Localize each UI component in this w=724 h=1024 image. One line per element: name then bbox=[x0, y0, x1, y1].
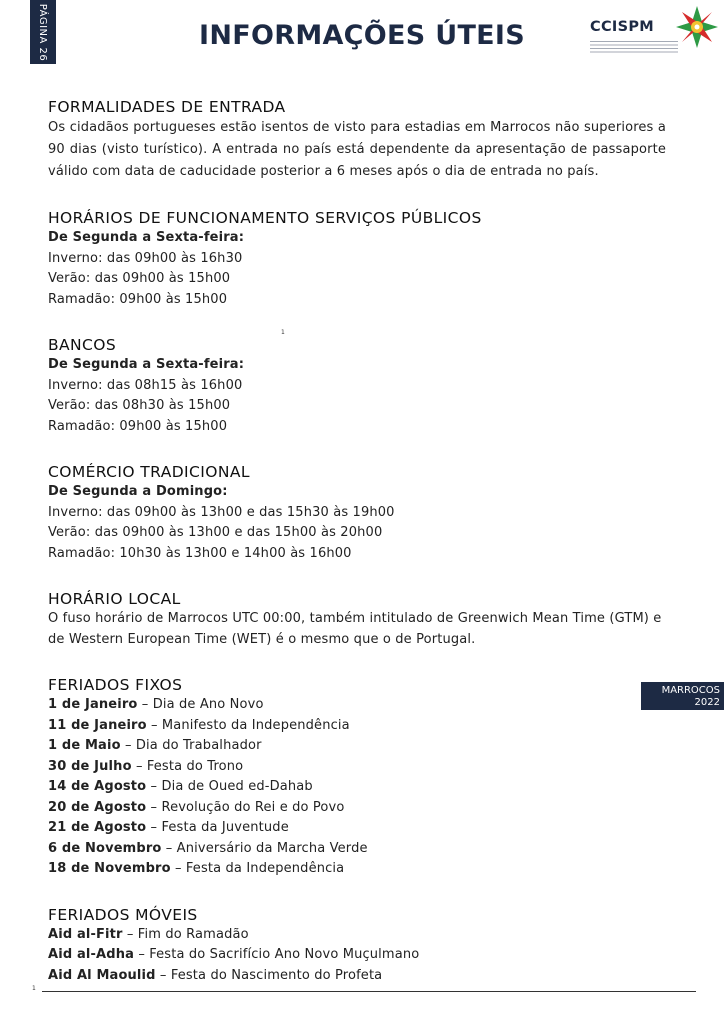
footnote-marker: 1 bbox=[32, 985, 36, 992]
logo-text: CCISPM bbox=[590, 19, 654, 35]
holiday-name: – Dia de Ano Novo bbox=[137, 697, 264, 712]
holiday-date: 1 de Maio bbox=[48, 738, 121, 753]
section-local-time bbox=[48, 589, 666, 650]
schedule-line: Ramadão: 09h00 às 15h00 bbox=[48, 418, 228, 434]
schedule-days: De Segunda a Sexta-feira: bbox=[48, 357, 245, 372]
holiday-name: – Festa da Juventude bbox=[146, 820, 289, 835]
holiday-date: 11 de Janeiro bbox=[48, 717, 147, 733]
section-traditional-commerce bbox=[48, 462, 666, 564]
footer-divider bbox=[42, 991, 696, 992]
badge-year: 2022 bbox=[694, 697, 720, 708]
schedule-line: Ramadão: 10h30 às 13h00 e 14h00 às 16h00 bbox=[48, 545, 352, 561]
holiday-item bbox=[48, 966, 666, 987]
section-paragraph: O fuso horário de Marrocos UTC 00:00, também intitulado de Greenwich Mean Time (GTM) e de Western European Time (WET) é o mesmo que o de Portugal. bbox=[48, 611, 662, 647]
holiday-date: 21 de Agosto bbox=[48, 820, 147, 835]
section-paragraph: Os cidadãos portugueses estão isentos de visto para estadias em Marrocos não superiores a 90 dias (visto turístico). A entrada no país está dependente da apresentação de passaporte válido com data de caducidade posterior a 6 meses após o dia de entrada no país. bbox=[48, 120, 666, 179]
schedule-line: Inverno: das 09h00 às 16h30 bbox=[48, 250, 243, 266]
section-heading: HORÁRIOS DE FUNCIONAMENTO SERVIÇOS PÚBLICOS bbox=[48, 209, 482, 227]
holiday-name: – Manifesto da Independência bbox=[146, 717, 350, 733]
holiday-item bbox=[48, 736, 666, 757]
page-title: INFORMAÇÕES ÚTEIS bbox=[198, 20, 526, 51]
holiday-date: 1 de Janeiro bbox=[48, 697, 138, 712]
schedule-days: De Segunda a Domingo: bbox=[48, 484, 228, 499]
holiday-date: Aid Al Maoulid bbox=[48, 967, 156, 983]
schedule-line: Ramadão: 09h00 às 15h00 bbox=[48, 291, 228, 307]
footnote-marker: 1 bbox=[281, 329, 285, 336]
holiday-date: 14 de Agosto bbox=[48, 779, 147, 794]
holiday-date: 20 de Agosto bbox=[48, 799, 147, 815]
holiday-item bbox=[48, 716, 666, 737]
logo-subtitle-lines bbox=[590, 41, 678, 55]
holiday-name: – Fim do Ramadão bbox=[122, 926, 249, 942]
section-banks bbox=[48, 335, 666, 437]
section-fixed-holidays bbox=[48, 675, 666, 880]
holiday-item bbox=[48, 757, 666, 778]
holiday-name: – Revolução do Rei e do Povo bbox=[146, 799, 345, 815]
schedule-line: Verão: das 09h00 às 13h00 e das 15h00 às 20h00 bbox=[48, 525, 383, 540]
schedule-line: Inverno: das 08h15 às 16h00 bbox=[48, 377, 243, 393]
section-heading: HORÁRIO LOCAL bbox=[48, 590, 181, 608]
holiday-date: Aid al-Adha bbox=[48, 947, 135, 962]
schedule-line: Verão: das 09h00 às 15h00 bbox=[48, 271, 231, 286]
holiday-item bbox=[48, 945, 666, 966]
holiday-item bbox=[48, 925, 666, 946]
holiday-date: 6 de Novembro bbox=[48, 840, 162, 856]
holiday-name: – Festa do Nascimento do Profeta bbox=[155, 967, 383, 983]
section-heading: FERIADOS MÓVEIS bbox=[48, 905, 198, 924]
holiday-item bbox=[48, 859, 666, 880]
schedule-days: De Segunda a Sexta-feira: bbox=[48, 230, 245, 245]
holiday-item bbox=[48, 818, 666, 839]
holiday-item bbox=[48, 839, 666, 860]
section-heading: FORMALIDADES DE ENTRADA bbox=[48, 98, 286, 116]
holiday-date: Aid al-Fitr bbox=[48, 926, 123, 942]
holiday-item bbox=[48, 695, 666, 716]
section-heading: FERIADOS FIXOS bbox=[48, 676, 183, 694]
holiday-date: 18 de Novembro bbox=[48, 861, 171, 876]
holiday-name: – Festa do Trono bbox=[131, 758, 244, 774]
section-movable-holidays bbox=[48, 905, 666, 987]
section-public-services-hours bbox=[48, 208, 666, 310]
holiday-name: – Dia de Oued ed-Dahab bbox=[146, 779, 313, 794]
holiday-name: – Festa do Sacrifício Ano Novo Muçulmano bbox=[134, 947, 420, 962]
star-emblem-icon bbox=[674, 4, 720, 50]
ccispm-logo bbox=[588, 4, 720, 60]
main-content bbox=[48, 97, 666, 1011]
page-number-label: PÁGINA 26 bbox=[37, 3, 49, 61]
holiday-name: – Aniversário da Marcha Verde bbox=[161, 840, 368, 856]
section-heading: BANCOS bbox=[48, 336, 117, 354]
schedule-line: Inverno: das 09h00 às 13h00 e das 15h30 às 19h00 bbox=[48, 504, 395, 520]
holiday-name: – Festa da Independência bbox=[170, 861, 345, 876]
badge-country: MARROCOS bbox=[661, 685, 720, 696]
schedule-line: Verão: das 08h30 às 15h00 bbox=[48, 398, 231, 413]
section-entry-formalities bbox=[48, 97, 666, 183]
holiday-item bbox=[48, 798, 666, 819]
section-heading: COMÉRCIO TRADICIONAL bbox=[48, 463, 250, 481]
holiday-name: – Dia do Trabalhador bbox=[120, 738, 262, 753]
holiday-date: 30 de Julho bbox=[48, 758, 132, 774]
holiday-item bbox=[48, 777, 666, 798]
